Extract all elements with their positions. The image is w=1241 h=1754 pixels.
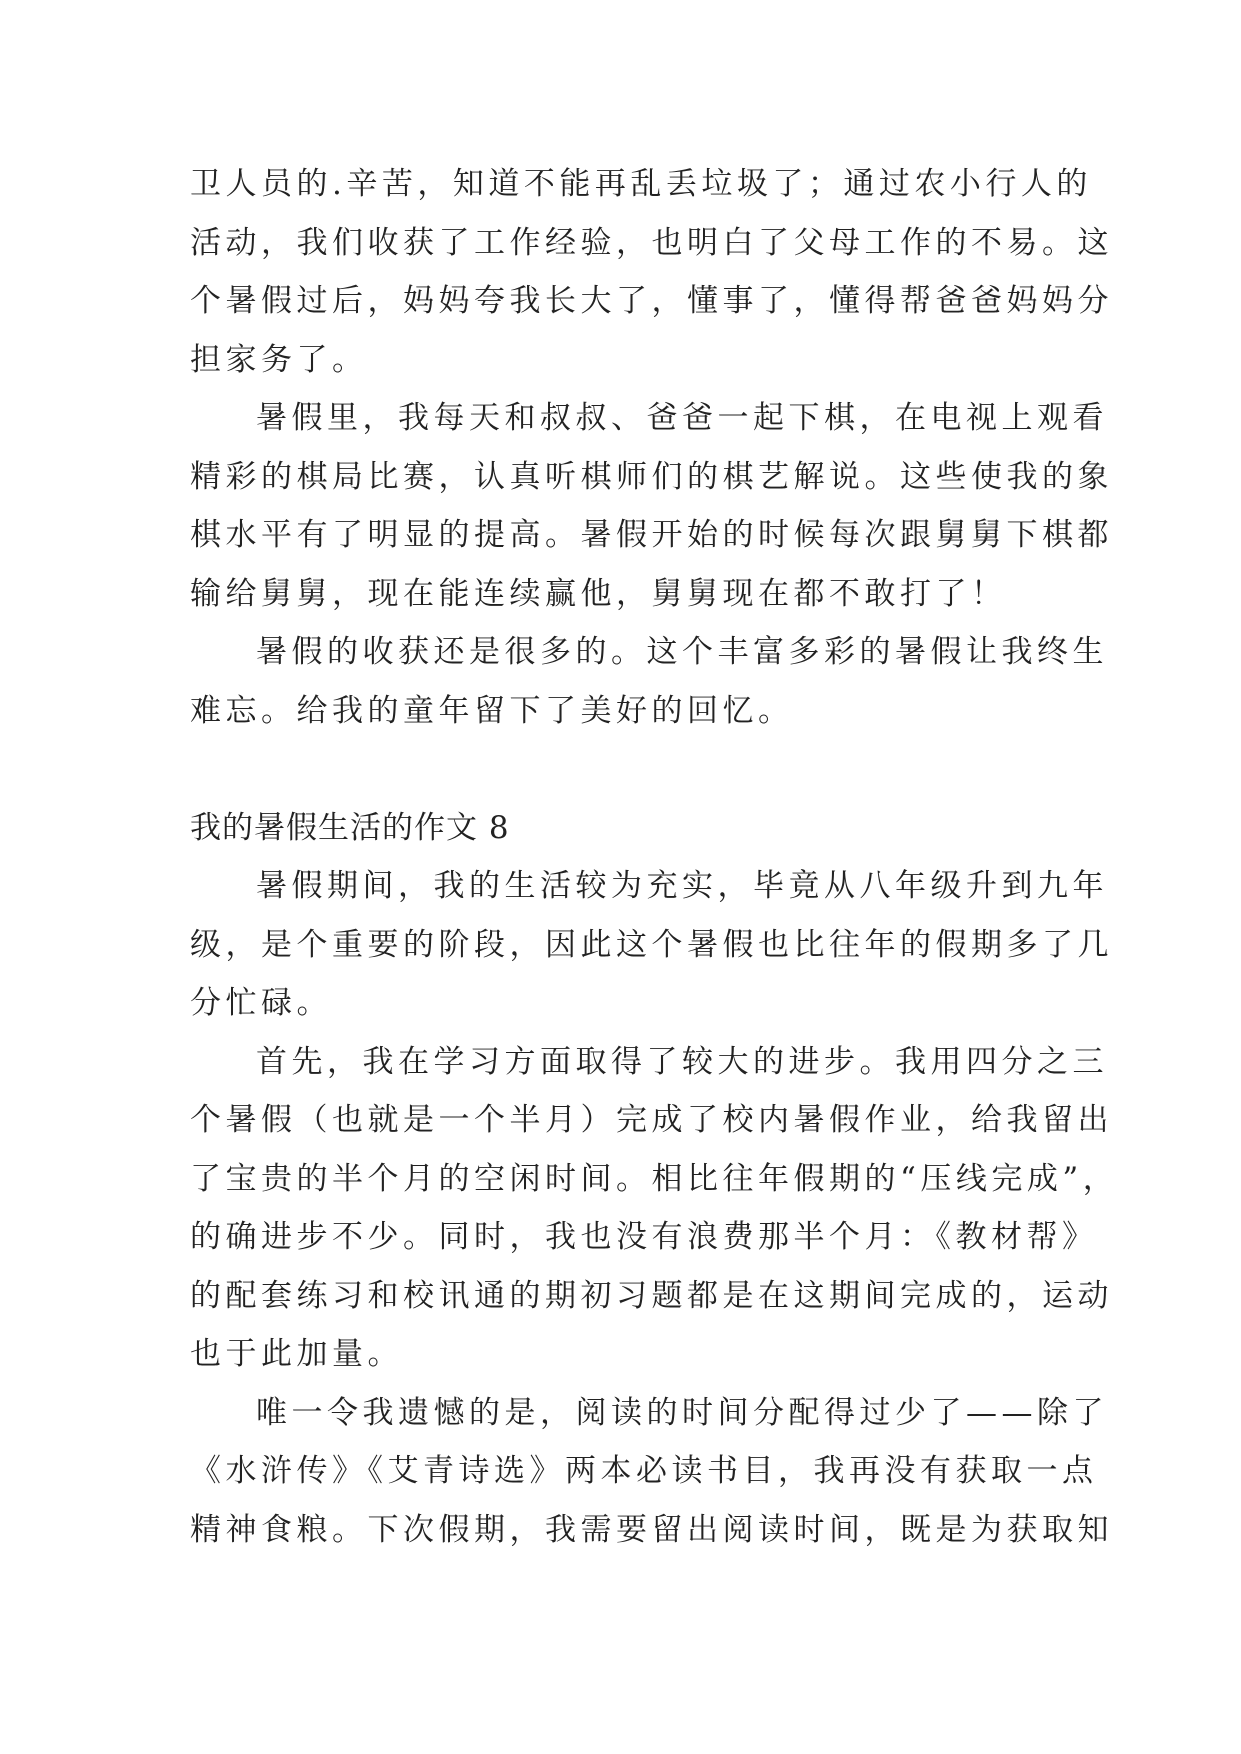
text-line: 暑假里，我每天和叔叔、爸爸一起下棋，在电视上观看 [256, 400, 1108, 436]
text-line: 暑假的收获还是很多的。这个丰富多彩的暑假让我终生 [256, 634, 1108, 670]
text-line: 精彩的棋局比赛，认真听棋师们的棋艺解说。这些使我的象 [190, 458, 1113, 495]
text-line: 担家务了。 [190, 341, 368, 378]
paragraph [190, 155, 1113, 389]
text-line: 活动，我们收获了工作经验，也明白了父母工作的不易。这 [190, 224, 1113, 261]
document-body [190, 155, 1119, 1559]
text-line: 棋水平有了明显的提高。暑假开始的时候每次跟舅舅下棋都 [190, 517, 1113, 553]
text-line: 首先，我在学习方面取得了较大的进步。我用四分之三 [256, 1043, 1108, 1080]
text-line: 难忘。给我的童年留下了美好的回忆。 [190, 692, 794, 729]
text-line: 输给舅舅，现在能连续赢他，舅舅现在都不敢打了！ [190, 575, 1007, 612]
text-line: 精神食粮。下次假期，我需要留出阅读时间，既是为获取知 [190, 1511, 1113, 1548]
text-line: 的配套练习和校讯通的期初习题都是在这期间完成的，运动 [190, 1277, 1113, 1314]
text-line: 也于此加量。 [190, 1336, 403, 1372]
blank-line [190, 740, 1060, 799]
paragraph [190, 623, 1108, 740]
paragraph [190, 1033, 1119, 1384]
text-line: 唯一令我遗憾的是，阅读的时间分配得过少了——除了 [256, 1394, 1108, 1431]
text-line: 暑假期间，我的生活较为充实，毕竟从八年级升到九年 [256, 868, 1108, 904]
text-line: 级，是个重要的阶段，因此这个暑假也比往年的假期多了几 [190, 926, 1113, 963]
text-line: 个暑假过后，妈妈夸我长大了，懂事了，懂得帮爸爸妈妈分 [190, 283, 1113, 319]
paragraph [190, 857, 1113, 1033]
text-line: 个暑假（也就是一个半月）完成了校内暑假作业，给我留出 [190, 1102, 1113, 1138]
paragraph [190, 389, 1113, 623]
text-line: 的确进步不少。同时，我也没有浪费那半个月：《教材帮》 [190, 1219, 1098, 1255]
text-line: 《水浒传》《艾青诗选》两本必读书目，我再没有获取一点 [190, 1453, 1098, 1489]
paragraph [190, 1384, 1113, 1560]
text-line: 分忙碌。 [190, 985, 332, 1021]
text-line: 卫人员的.辛苦，知道不能再乱丢垃圾了；通过农小行人的 [190, 166, 1092, 202]
text-line: 了宝贵的半个月的空闲时间。相比往年假期的“压线完成”， [190, 1160, 1119, 1197]
section-heading: 我的暑假生活的作文 8 [190, 809, 510, 846]
